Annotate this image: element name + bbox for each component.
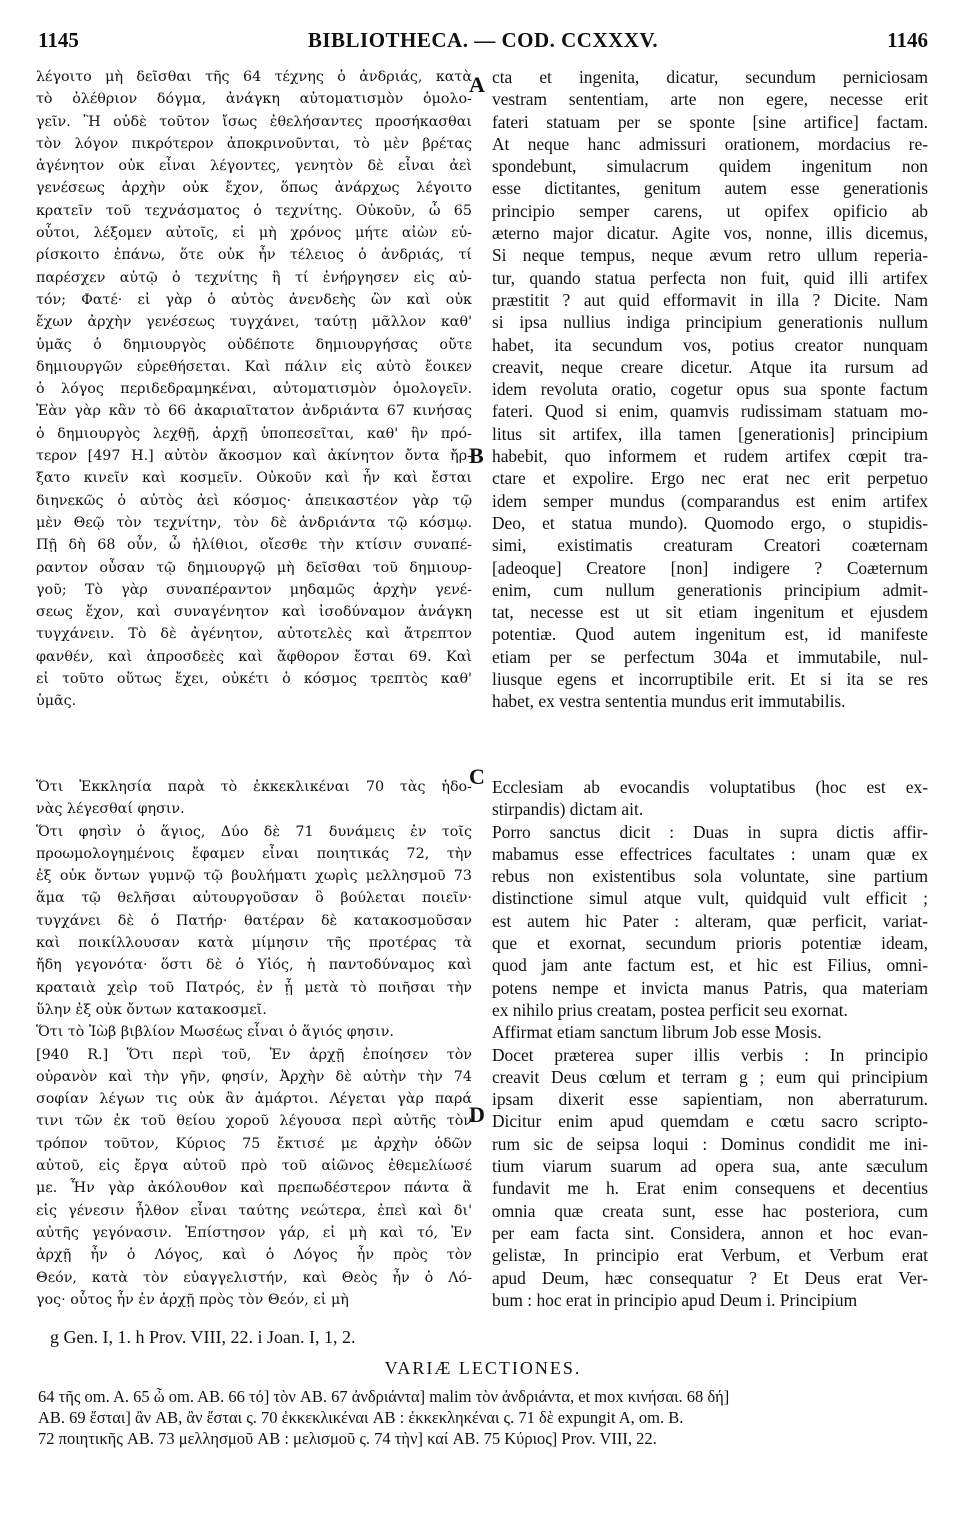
text-line: γοῦ; Τὸ γὰρ συναπέραντον μηδαμῶς ἀρχὴν γενέ- — [36, 581, 472, 598]
text-line: quod jam ante factum est, et hic est Filius, omni- — [492, 955, 928, 976]
text-line: spondebunt, simulacrum quidem ingenitum non — [492, 156, 928, 177]
text-line: τρόπον τοῦτον, Κύριος 75 ἔκτισέ με ἀρχὴν ὁδῶν — [36, 1135, 472, 1152]
text-line: esse dictitantes, genitum autem esse generationis — [492, 178, 928, 199]
text-line: mabamus esse effectrices facultates : unam quæ ex — [492, 843, 928, 864]
text-line: λέγοιτο μὴ δεῖσθαι τῆς 64 τέχνης ὁ ἀνδριάς, κατὰ — [36, 69, 472, 85]
text-line: νὰς λέγεσθαί φησιν. — [36, 801, 185, 818]
text-line: τινι τῶν ἐκ τοῦ θείου χοροῦ λέγουσα περὶ αὐτῆς τὸν — [36, 1113, 472, 1130]
text-line: bum : hoc erat in principio apud Deum i. Principium — [492, 1289, 858, 1310]
text-line: simi, existimatis creaturam Creatori coæternam — [492, 535, 928, 556]
margin-letter-a: A — [469, 72, 485, 97]
text-line: ὑμᾶς. — [36, 693, 77, 710]
text-line: Πῇ δὴ 68 οὖν, ὦ ἠλίθιοι, οἴεσθε τὴν κτίσιν συναπέ- — [36, 537, 472, 554]
text-line: ἐξ οὐκ ὄντων γυμνῷ τῷ βουλήματι χωρὶς μελλησμοῦ 73 — [36, 868, 472, 885]
text-line: κρατεῖν τοῦ τεχνάσματος ὁ τεχνίτης. Οὐκοῦν, ὦ 65 — [36, 202, 472, 219]
text-line: τὸν λόγον πικρότερον ἀποκρινοῦνται, τὸ μὲν βρέτας — [36, 135, 472, 152]
text-line: Deo, et statua mundo). Quomodo ergo, o stupidis- — [492, 512, 928, 533]
text-line: Θεόν, κατὰ τὸν εὐαγγελιστήν, καὶ Θεὸς ἦν ὁ Λό- — [36, 1269, 472, 1286]
text-line: Docet præterea super illis verbis : In principio — [492, 1044, 928, 1065]
text-line: fateri. Quod si enim, quamvis rudissimam statuam mo- — [492, 401, 928, 422]
variae-lectiones-title: VARIÆ LECTIONES. — [384, 1358, 582, 1378]
text-line: omnia quæ creata sunt, esse hac posteriora, cum — [492, 1200, 928, 1221]
running-title: BIBLIOTHECA. — COD. CCXXXV. — [307, 28, 659, 52]
text-line: habet, ex vestra sententia mundus erit immutabilis. — [492, 691, 846, 712]
text-line: Ὅτι φησὶν ὁ ἅγιος, Δύο δὲ 71 δυνάμεις ἐν τοῖς — [36, 823, 472, 840]
text-line: Ὅτι τὸ Ἰὼβ βιβλίον Μωσέως εἶναι ὁ ἅγιός φησιν. — [36, 1024, 394, 1041]
text-line: φανθέν, καὶ ἀπροσδεὲς καὶ ἄφθορον ἔσται 69. Καὶ — [36, 648, 472, 665]
text-line: ἤδη γεγονότα· ὅστι δὲ ὁ Υἱός, ἡ παντοδύναμος καὶ — [36, 957, 472, 974]
text-line: αὐτοῦ, εἰς ἔργα αὐτοῦ πρὸ τοῦ αἰῶνος ἐθεμελίωσέ — [36, 1158, 472, 1175]
margin-letter-b: B — [469, 443, 484, 468]
right-page-number: 1146 — [887, 28, 928, 52]
text-line: ὕλην ἐξ οὐκ ὄντων κατακοσμεῖ. — [36, 1001, 267, 1018]
greek-column-part1 — [36, 66, 472, 713]
text-line: Porro sanctus dicit : Duas in supra dictis affir- — [492, 821, 928, 842]
text-line: ἔχων ἀρχὴν γενέσεως τυγχάνει, ταύτῃ μᾶλλον καθ' — [36, 314, 472, 331]
text-line: ξατο κινεῖν καὶ κοσμεῖν. Οὐκοῦν καὶ ἦν καὶ ἔσται — [36, 470, 472, 487]
text-line: προωμολογημένοις ἔφαμεν εἶναι ποιητικάς 72, τὴν — [36, 845, 472, 862]
text-line: καὶ ποικίλλουσαν κατὰ μίμησιν τῆς προτέρας τὰ — [36, 935, 472, 952]
text-line: [adeoque] Creatore [non] indigere ? Coæternum — [492, 557, 928, 578]
text-line: habebit, quo informem et rudem artifex cœpit tra- — [492, 446, 928, 467]
text-line: Si neque tempus, neque ævum retro ullum reperia- — [492, 245, 928, 266]
variae-line: AB. 69 ἔσται] ἂν AB, ἂν ἔσται ς. 70 ἐκκεκλικέναι AB : ἐκκεκληκέναι ς. 71 δὲ expungit A, om. B. — [38, 1408, 684, 1427]
text-line: γος· οὗτος ἦν ἐν ἀρχῇ πρὸς τὸν Θεόν, εἰ μὴ — [36, 1291, 349, 1308]
text-line: ἀρχῇ ἦν ὁ Λόγος, καὶ ὁ Λόγος ἦν πρὸς τὸν — [36, 1247, 472, 1264]
text-line: idem semper mundus (comparandus est enim artifex — [492, 490, 928, 511]
text-line: ex nihilo prius creatam, postea perficit seu exornat. — [492, 999, 848, 1020]
text-line: αὐτῆς γεγόνασιν. Ἐπίστησον γάρ, εἰ μὴ καὶ τό, Ἐν — [36, 1224, 472, 1241]
text-line: Affirmat etiam sanctum librum Job esse Mosis. — [492, 1022, 822, 1043]
scripture-footnote: g Gen. I, 1. h Prov. VIII, 22. i Joan. I, 1, 2. — [50, 1327, 356, 1347]
text-line: οὐρανὸν καὶ τὴν γῆν, φησίν, Ἀρχὴν δὲ αὐτὴν τὴν 74 — [36, 1068, 472, 1085]
text-line: τόν; Φατέ· εἰ γὰρ ὁ αὐτὸς ἀνενδεὴς ὢν καὶ οὐκ — [36, 291, 472, 308]
text-line: ὁ δημιουργὸς λεχθῇ, ἀρχῇ ὑποπεσεῖται, καθ' ἣν πρό- — [36, 425, 472, 442]
text-line: εἰ τοῦτο οὕτως ἔχει, οὐκέτι ὁ κόσμος τρεπτὸς καθ' — [36, 671, 472, 688]
text-line: est autem hic Pater : alteram, quæ perficit, variat- — [492, 910, 928, 931]
text-line: æterno major dicatur. Agite vos, nonne, illis dicemus, — [492, 223, 928, 244]
text-line: litus sit artifex, illa tamen [generationis] principium — [492, 423, 928, 444]
text-line: si ipsa nullius indiga principium generationis nullum — [492, 312, 928, 333]
greek-column-part2 — [36, 776, 472, 1311]
text-line: ἀγένητον οὐκ εἶναι λέγοντες, γενητὸν δὲ εἶναι ἀεὶ — [36, 158, 472, 175]
text-line: que et exornat, secundum prioris potentiæ ideam, — [492, 933, 928, 954]
text-line: tur, quando statua perfecta non fuit, quid illi artifex — [492, 267, 928, 288]
text-line: σοφίαν λέγων τις οὐκ ἂν ἁμάρτοι. Λέγεται γὰρ παρά — [36, 1091, 472, 1108]
text-line: per eam facta sint. Considera, annon et hoc evan- — [492, 1222, 928, 1243]
text-line: παρέσχεν αὐτῷ ὁ τεχνίτης ἢ τί ἐνήργησεν εἰς αὐ- — [36, 269, 472, 286]
text-line: ctare et expolire. Ergo nec erat nec erit perpetuo — [492, 468, 928, 489]
text-line: apud Deum, hæc consequatur ? Et Deus erat Ver- — [492, 1267, 928, 1288]
text-line: fundavit me h. Erat enim consequens et decentius — [492, 1178, 928, 1199]
text-line: τερον [497 H.] αὐτὸν ἄκοσμον καὶ ἀκίνητον ὄντα ἤρ- — [36, 448, 472, 465]
text-line: γεῖν. Ἢ οὐδὲ τοῦτον ἴσως ἐθελήσαντες προσήκασθαι — [36, 113, 472, 130]
text-line: gelistæ, In principio erat Verbum, et Verbum erat — [492, 1245, 928, 1266]
text-line: ρίσκοιτο ἐπάνω, ὅτε οὐκ ἦν τέλειος ὁ ἀνδριάς, τί — [36, 247, 472, 264]
text-line: enim, cum nullum generationis principium admit- — [492, 579, 928, 600]
text-line: creavit, neque creare dicetur. Atque ita rursum ad — [492, 356, 928, 377]
text-line: fateri statuam per se sponte [sine artifice] factam. — [492, 111, 928, 132]
text-line: μὲν Θεῷ τὸν τεχνίτην, τὸν δὲ ἀνδριάντα τῷ κόσμῳ. — [36, 514, 472, 531]
text-line: etiam per se perfectum 304a et immutabile, nul- — [492, 646, 928, 667]
latin-column-part2 — [492, 776, 928, 1311]
text-line: tium viarum suarum ad opera sua, ante sæculum — [492, 1156, 928, 1177]
text-line: ὑμᾶς ὁ δημιουργὸς οὐδέποτε δημιουργήσας οὔτε — [36, 336, 472, 353]
text-line: κραταιὰ χεὶρ τοῦ Πατρός, ἐν ᾗ μετὰ τὸ ποιῆσαι τὴν — [36, 979, 472, 996]
variae-line: 72 ποιητικῆς AB. 73 μελλησμοῦ AB : μελισμοῦ ς. 74 τὴν] καί AB. 75 Κύριος] Prov. VIII, 22. — [38, 1429, 657, 1448]
text-line: Ὅτι Ἐκκλησία παρὰ τὸ ἐκκεκλικέναι 70 τὰς ἡδο- — [36, 779, 472, 795]
text-line: [940 R.] Ὅτι περὶ τοῦ, Ἐν ἀρχῇ ἐποίησεν τὸν — [36, 1046, 472, 1063]
text-line: tat, necesse est ut sit etiam ingenitum et ejusdem — [492, 602, 928, 623]
text-line: stirpandis) dictam ait. — [492, 799, 644, 820]
text-line: τὸ ὀλέθριον δόγμα, ἀνάγκη αὐτοματισμὸν ὁμολο- — [36, 91, 472, 108]
text-line: ipsam dixerit esse sapientiam, non aberraturum. — [492, 1089, 928, 1110]
text-line: διηνεκῶς ὁ αὐτὸς ἀεὶ κόσμος· ἀπεικαστέον γὰρ τῷ — [36, 492, 472, 509]
text-line: cta et ingenita, dicatur, secundum perniciosam — [492, 67, 928, 87]
text-line: potens nempe et invicta manus Patris, qua materiam — [492, 977, 928, 998]
margin-letter-c: C — [469, 764, 485, 789]
text-line: τυγχάνει δὲ ὁ Πατήρ· θατέραν δὲ κατακοσμοῦσαν — [36, 912, 472, 929]
text-line: σεως ἔχον, καὶ συναγένητον καὶ ἰσοδύναμον ἀνάγκη — [36, 604, 472, 621]
text-line: εἰς γένεσιν ἦλθον εἶναι ταύτης νεώτερα, ἐπεὶ καὶ δι' — [36, 1202, 472, 1219]
text-line: ραντον οὖσαν τῷ δημιουργῷ μὴ δεῖσθαι τοῦ δημιουρ- — [36, 559, 472, 576]
text-line: οὗτοι, λέξομεν αὐτοῖς, εἰ μὴ χρόνος μήτε αἰὼν εὑ- — [36, 225, 472, 242]
variae-line: 64 τῆς om. A. 65 ὦ om. AB. 66 τό] τὸν AB. 67 ἀνδριάντα] malim τὸν ἀνδριάντα, et mox κινήσαι. 68 δή] — [38, 1387, 730, 1406]
margin-letter-d: D — [469, 1102, 485, 1127]
text-line: rum sic de seipsa loqui : Dominus condidit me ini- — [492, 1133, 928, 1154]
page-header — [38, 28, 928, 58]
text-line: præstitit ? aut quid efformavit in illa ? Dicite. Nam — [492, 289, 928, 310]
text-line: ἅμα τῷ θελῆσαι αὐτουργοῦσαν ὃ βούλεται ποιεῖν· — [36, 890, 472, 907]
text-line: idem revoluta oratio, cogetur opus sua sponte factum — [492, 379, 928, 400]
text-line: At neque hanc admissuri orationem, mordacius re- — [492, 133, 928, 154]
text-line: με. Ἦν γὰρ ἀκόλουθον καὶ πρεπωδέστερον πάντα ἃ — [36, 1180, 472, 1197]
text-line: habet, ita secundum vos, potius creator nunquam — [492, 334, 928, 355]
text-line: principio semper carens, ut opifex opificio ab — [492, 200, 928, 221]
text-line: ὁ λόγος περιδεδραμηκέναι, αὐτοματισμὸν ὁμολογεῖν. — [36, 381, 472, 398]
text-line: rebus non existentibus sola voluntate, sine partium — [492, 866, 928, 887]
text-line: potentiæ. Quod autem ingenitum est, id manifeste — [492, 624, 928, 645]
text-line: τυγχάνειν. Τὸ δὲ ἀγένητον, αὐτοτελὲς καὶ ἄτρεπτον — [36, 626, 472, 643]
left-page-number: 1145 — [38, 28, 79, 52]
text-line: distinctione simul atque vult, quidquid vult efficit ; — [492, 888, 928, 909]
text-line: δημιουργῶν εὑρεθήσεται. Καὶ πάλιν εἰς αὐτὸ ἔοικεν — [36, 358, 472, 375]
latin-column-part1 — [492, 66, 928, 713]
text-line: Ἐὰν γὰρ κἂν τὸ 66 ἀκαριαῖτατον ἀνδριάντα 67 κινήσας — [36, 403, 472, 420]
text-line: vestram sententiam, arte non egere, necesse erit — [492, 89, 928, 110]
text-line: γενέσεως ἀρχὴν οὐκ ἔχον, ὅπως ἀνάρχως λέγοιτο — [36, 180, 472, 197]
text-line: Ecclesiam ab evocandis voluptatibus (hoc est ex- — [492, 777, 928, 797]
text-line: Dicitur enim apud quemdam e cœtu sacro scripto- — [492, 1111, 928, 1132]
text-line: creavit Deus cœlum et terram g ; eum qui principium — [492, 1066, 928, 1087]
text-line: liusque egens et incorruptibile erit. Et si ita se res — [492, 669, 928, 690]
